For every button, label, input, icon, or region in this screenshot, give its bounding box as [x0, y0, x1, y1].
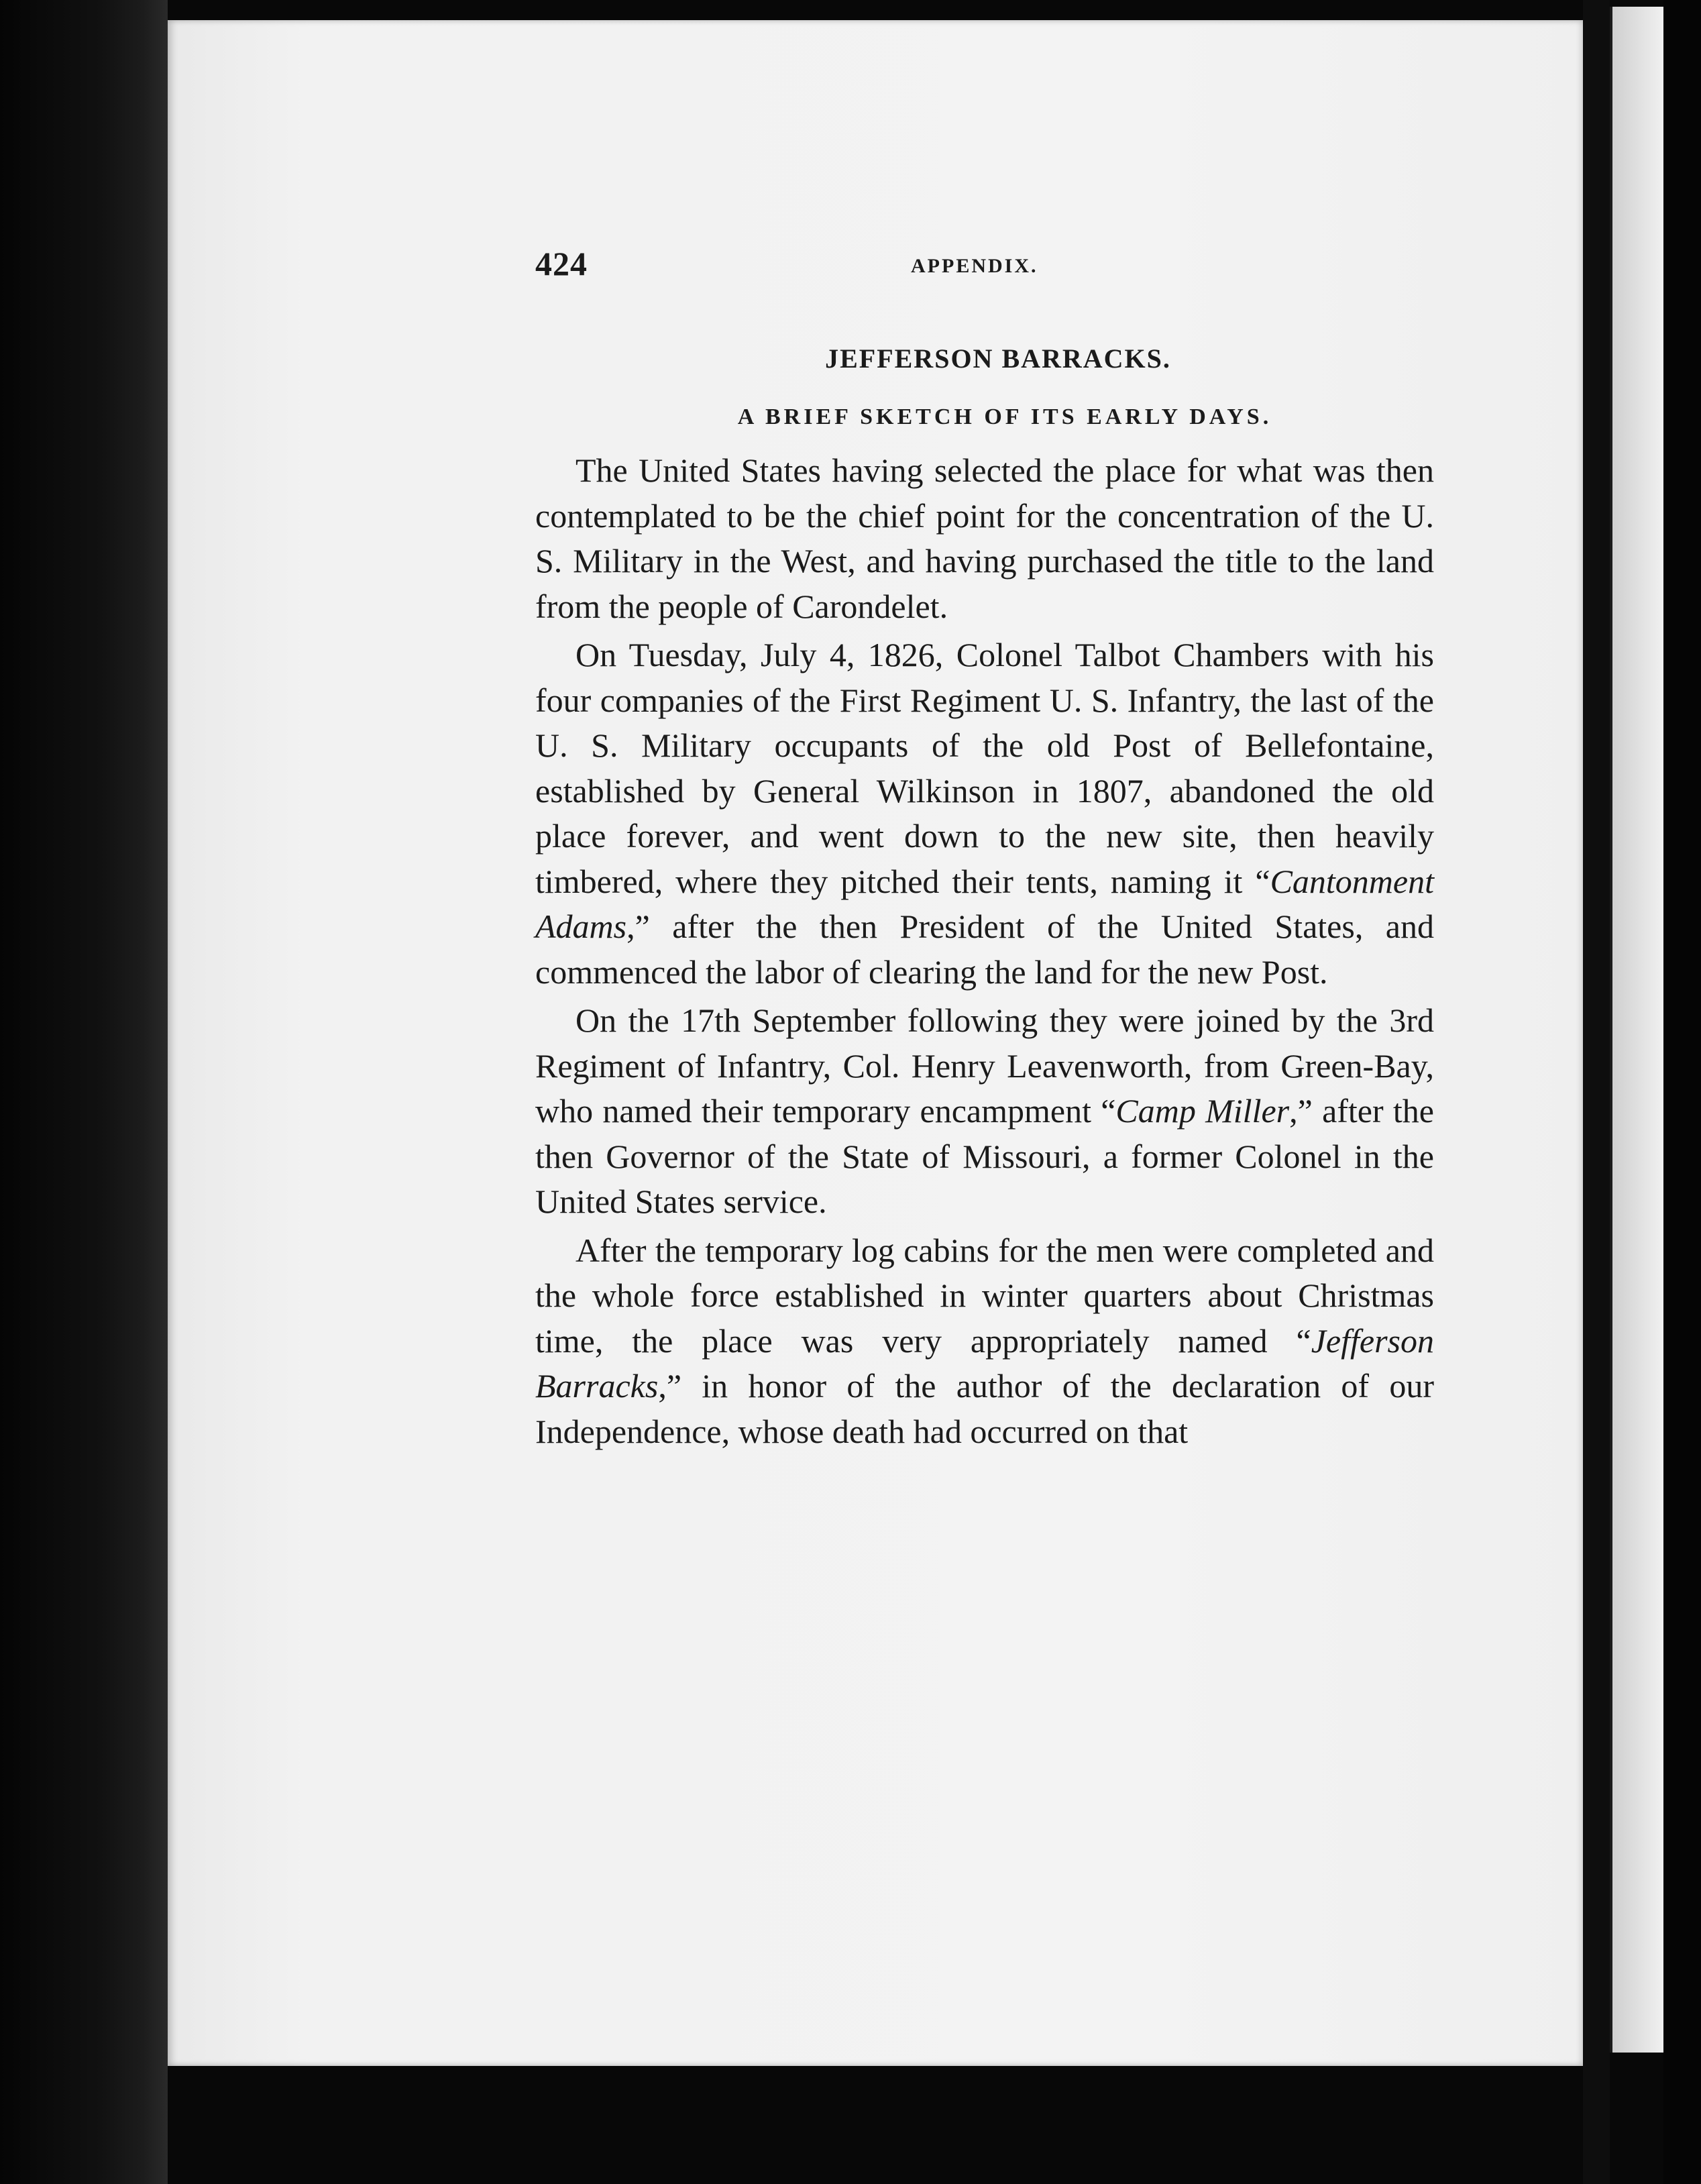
- paragraph-text-after: ,” after the then President of the United States, and commenced the labor of clearing the land for the new Post.: [535, 908, 1434, 991]
- italic-name: Cantonment Adams: [535, 862, 1434, 945]
- paragraph-2: [535, 633, 1434, 995]
- running-head-title: APPENDIX.: [911, 255, 1038, 277]
- paragraph-1: [535, 448, 1434, 629]
- paragraph-text-after: ,” in honor of the author of the declaration of our Independence, whose death had occurred on that: [535, 1367, 1434, 1450]
- paragraph-3: [535, 998, 1434, 1225]
- article-title: JEFFERSON BARRACKS.: [825, 343, 1171, 374]
- next-page-edge: [1610, 7, 1666, 2053]
- book-left-edge: [0, 0, 168, 2184]
- paragraph-text-before: After the temporary log cabins for the men were completed and the whole force established in winter quarters about Christmas time, the place was very appropriately named “: [535, 1231, 1434, 1360]
- page-number: 424: [535, 245, 588, 282]
- book-right-edge: [1663, 0, 1701, 2184]
- running-head: [535, 235, 1434, 282]
- italic-name: Jefferson Barracks: [535, 1321, 1434, 1405]
- paragraph-text-before: On Tuesday, July 4, 1826, Colonel Talbot Chambers with his four companies of the First Regiment U. S. Infantry, the last of the U. S. Military occupants of the old Post of Bellefontaine, established by General Wilkinson in 1807, abandoned the old place forever, and went down to the new site, then heavily timbered, where they pitched their tents, naming it “: [535, 636, 1434, 900]
- paragraph-text: The United States having selected the place for what was then contemplated to be the chief point for the concentration of the U. S. Military in the West, and having purchased the title to the land from the people of Carondelet.: [535, 451, 1434, 625]
- book-page: [168, 20, 1583, 2066]
- article-subtitle: A BRIEF SKETCH OF ITS EARLY DAYS.: [737, 404, 1272, 429]
- paragraph-text-before: On the 17th September following they were joined by the 3rd Regiment of Infantry, Col. Henry Leavenworth, from Green-Bay, who named their temporary encampment “: [535, 1001, 1434, 1130]
- page-text-block: [535, 235, 1434, 1454]
- paragraph-text-after: ,” after the then Governor of the State of Missouri, a former Colonel in the United States service.: [535, 1092, 1434, 1220]
- paragraph-4: [535, 1228, 1434, 1455]
- italic-name: Camp Miller: [1115, 1092, 1290, 1130]
- page-gutter-shadow: [1583, 0, 1610, 2184]
